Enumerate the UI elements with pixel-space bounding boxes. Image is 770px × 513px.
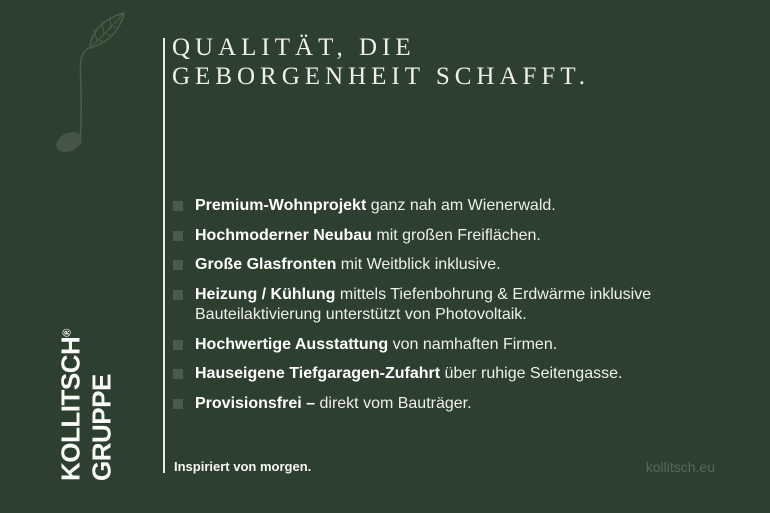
bullet-bold: Heizung / Kühlung — [195, 285, 336, 303]
bullet-square-icon — [173, 260, 183, 270]
website-link: kollitsch.eu — [645, 459, 715, 475]
bullet-square-icon — [173, 399, 183, 409]
list-item — [173, 255, 695, 276]
brand-line-gruppe: GRUPPE — [86, 374, 117, 481]
content-divider — [163, 38, 165, 473]
bullet-square-icon — [173, 290, 183, 300]
bullet-bold: Hochwertige Ausstattung — [195, 335, 389, 353]
bullet-square-icon — [173, 340, 183, 350]
page-title-line2: GEBORGENHEIT SCHAFFT. — [172, 63, 590, 90]
bullet-bold: Provisionsfrei – — [195, 394, 316, 412]
bullet-square-icon — [173, 369, 183, 379]
list-item — [173, 394, 695, 415]
page-title-line1: QUALITÄT, DIE — [172, 34, 416, 61]
bullet-rest: über ruhige Seitengasse. — [440, 365, 623, 382]
bullet-bold: Hauseigene Tiefgaragen-Zufahrt — [195, 365, 441, 382]
bullet-rest: mit Weitblick inklusive. — [336, 256, 501, 273]
list-item — [173, 226, 695, 247]
bullet-square-icon — [173, 231, 183, 241]
bullet-rest: mit großen Freiflächen. — [371, 226, 541, 244]
sprout-leaf-icon — [44, 8, 129, 163]
list-item — [173, 335, 695, 356]
bullet-rest: mittels Tiefenbohrung & Erdwärme inklusive Bauteilaktivierung unterstützt von Photovoltaik. — [195, 285, 652, 323]
bullet-bold: Hochmoderner Neubau — [195, 226, 372, 244]
list-item — [173, 364, 695, 385]
bullet-bold: Premium-Wohnprojekt — [195, 197, 367, 214]
bullet-square-icon — [173, 201, 183, 211]
bullet-rest: direkt vom Bauträger. — [315, 394, 472, 412]
feature-list — [173, 196, 695, 414]
list-item — [173, 285, 695, 326]
bullet-bold: Große Glasfronten — [195, 256, 337, 273]
bullet-rest: ganz nah am Wienerwald. — [366, 197, 556, 214]
tagline: Inspiriert von morgen. — [174, 459, 312, 474]
page-title — [172, 33, 590, 91]
list-item — [173, 196, 695, 217]
bullet-rest: von namhaften Firmen. — [388, 335, 558, 353]
brand-line-kollitsch: KOLLITSCH® — [55, 328, 86, 481]
registered-mark: ® — [61, 328, 74, 337]
